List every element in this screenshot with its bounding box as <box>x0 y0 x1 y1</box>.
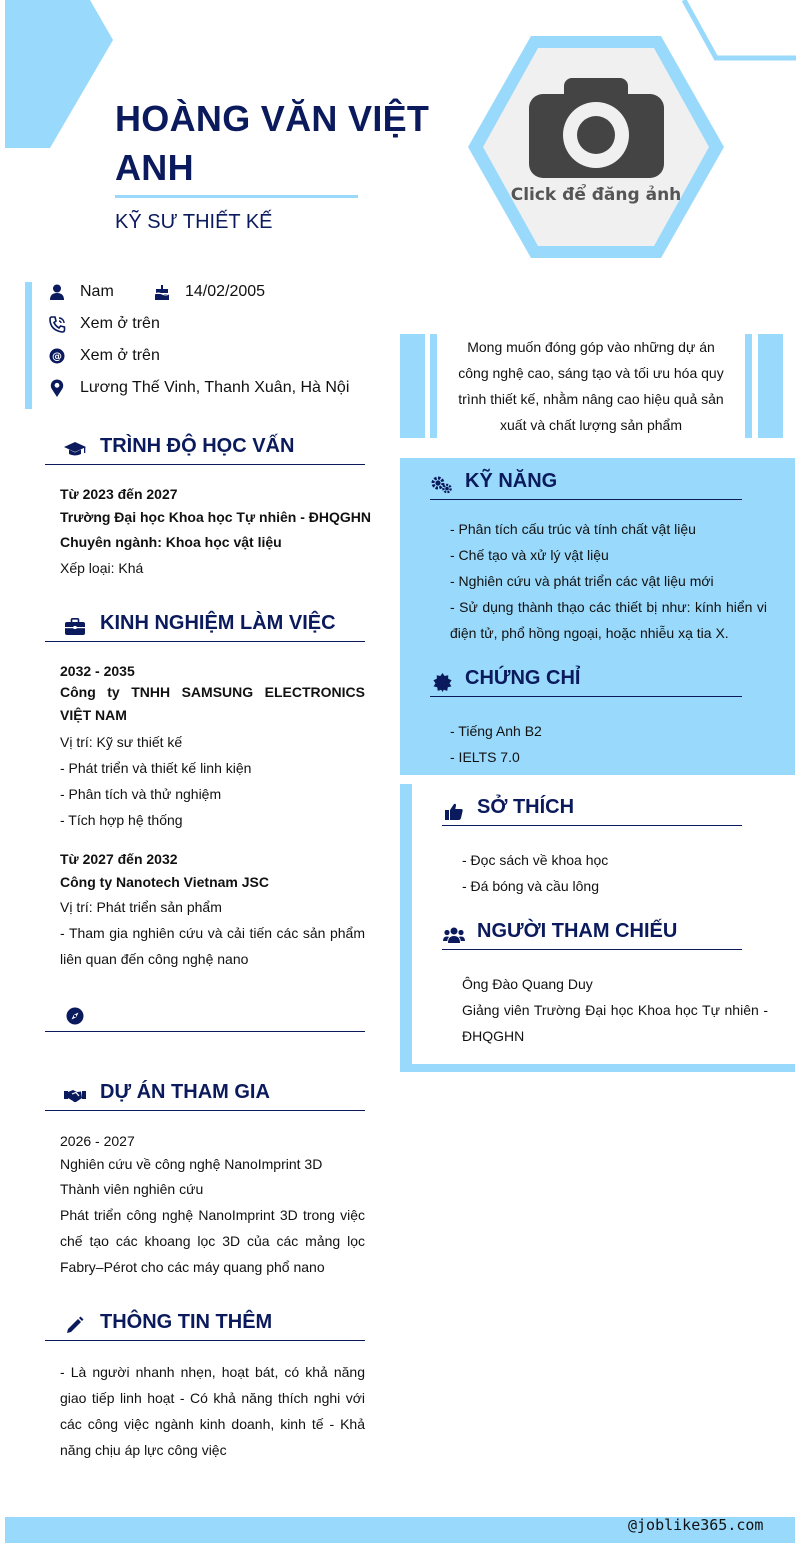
certificates-title: CHỨNG CHỈ <box>465 667 581 689</box>
projects-section-header <box>45 1081 365 1111</box>
education-title: TRÌNH ĐỘ HỌC VẤN <box>100 435 295 457</box>
career-objective: Mong muốn đóng góp vào những dự án công nghệ cao, sáng tạo và tối ưu hóa quy trình thiết kế, nhằm nâng cao hiệu quả sản xuất và chất lượng sản phẩm <box>458 339 724 433</box>
photo-upload[interactable] <box>466 34 726 260</box>
references-title: NGƯỜI THAM CHIẾU <box>477 920 678 942</box>
hobbies-title: SỞ THÍCH <box>477 796 575 818</box>
untitled-section-header <box>45 1002 365 1032</box>
briefcase-icon <box>63 615 87 637</box>
projects-title: DỰ ÁN THAM GIA <box>100 1081 270 1103</box>
candidate-name: HOÀNG VĂN VIỆT ANH <box>115 98 430 188</box>
objective-deco-right-wide <box>758 334 783 438</box>
education-period: Từ 2023 đến 2027 <box>60 486 178 502</box>
project-period: 2026 - 2027 <box>60 1133 135 1149</box>
badge-icon <box>430 671 454 693</box>
extra-info-section-header <box>45 1311 365 1341</box>
objective-deco-right-thin <box>745 334 752 438</box>
job-2-period: Từ 2027 đến 2032 <box>60 851 178 867</box>
job-1-task-3: - Tích hợp hệ thống <box>60 812 183 828</box>
hobby-item-1: - Đọc sách về khoa học <box>462 852 609 868</box>
job-1-task-2: - Phân tích và thử nghiệm <box>60 786 222 802</box>
objective-deco-left-wide <box>400 334 425 438</box>
reference-name: Ông Đào Quang Duy <box>462 976 593 992</box>
project-description: Phát triển công nghệ NanoImprint 3D trong việc chế tạo các khoang lọc 3D của các mảng lọc Fabry–Pérot cho các máy quang phổ nano <box>60 1207 365 1275</box>
project-name: Nghiên cứu về công nghệ NanoImprint 3D <box>60 1156 323 1172</box>
thumbs-up-icon <box>442 800 466 822</box>
job-title: KỸ SƯ THIẾT KẾ <box>115 211 273 233</box>
references-section-header <box>442 920 742 950</box>
map-pin-icon <box>48 379 66 397</box>
photo-label: Click để đăng ảnh <box>510 185 682 205</box>
education-school: Trường Đại học Khoa học Tự nhiên - ĐHQGHN <box>60 509 372 525</box>
skill-item-2: - Chế tạo và xử lý vật liệu <box>450 547 609 563</box>
handshake-icon <box>63 1084 87 1106</box>
users-icon <box>442 924 466 946</box>
extra-info-title: THÔNG TIN THÊM <box>100 1311 273 1333</box>
gears-icon <box>430 474 454 496</box>
education-major: Chuyên ngành: Khoa học vật liệu <box>60 534 282 550</box>
reference-position: Giảng viên Trường Đại học Khoa học Tự nhiên - ĐHQGHN <box>462 1002 768 1044</box>
birthday-value: 14/02/2005 <box>185 283 266 300</box>
education-rank: Xếp loại: Khá <box>60 560 144 576</box>
project-role: Thành viên nghiên cứu <box>60 1181 204 1197</box>
job-1-period: 2032 - 2035 <box>60 663 135 679</box>
certificate-item-1: - Tiếng Anh B2 <box>450 723 542 739</box>
address-value: Lương Thế Vinh, Thanh Xuân, Hà Nội <box>80 379 350 396</box>
hobby-item-2: - Đá bóng và cầu lông <box>462 878 599 894</box>
job-1-task-1: - Phát triển và thiết kế linh kiện <box>60 760 252 776</box>
certificate-item-2: - IELTS 7.0 <box>450 749 520 765</box>
footer-site[interactable]: @joblike365.com <box>628 1516 764 1534</box>
photo-frame <box>466 34 726 260</box>
pencil-icon <box>63 1314 87 1336</box>
compass-icon <box>63 1005 87 1027</box>
extra-info-text: - Là người nhanh nhẹn, hoạt bát, có khả năng giao tiếp linh hoạt - Có khả năng thích nghi với các công việc ngành kinh doanh, kinh tế - Khả năng chịu áp lực công việc <box>60 1364 365 1458</box>
job-1-position: Vị trí: Kỹ sư thiết kế <box>60 734 183 750</box>
education-section-header <box>45 435 365 465</box>
hobbies-section-header <box>442 796 742 826</box>
gender-value: Nam <box>80 283 114 300</box>
job-2-company: Công ty Nanotech Vietnam JSC <box>60 874 270 890</box>
contact-birthday <box>153 282 265 302</box>
email-value: Xem ở trên <box>80 347 160 364</box>
phone-value: Xem ở trên <box>80 315 160 332</box>
skills-section-header <box>430 470 742 500</box>
contact-email <box>48 346 160 366</box>
svg-text:@: @ <box>52 351 62 363</box>
user-icon <box>48 283 66 301</box>
job-1-company: Công ty TNHH SAMSUNG ELECTRONICS VIỆT NAM <box>60 684 365 723</box>
objective-deco-left-thin <box>430 334 437 438</box>
experience-section-header <box>45 612 365 642</box>
contact-phone <box>48 314 160 334</box>
skill-item-4: - Sử dụng thành thạo các thiết bị như: kính hiển vi điện tử, phổ hồng ngoại, hoặc nhiễu xạ tia X. <box>450 599 767 641</box>
at-icon <box>48 347 66 365</box>
corner-shape-left <box>0 0 120 150</box>
skills-title: KỸ NĂNG <box>465 470 558 492</box>
cake-icon <box>153 283 171 301</box>
experience-title: KINH NGHIỆM LÀM VIỆC <box>100 612 336 634</box>
skill-item-3: - Nghiên cứu và phát triển các vật liệu mới <box>450 573 714 589</box>
certificates-section-header <box>430 667 742 697</box>
phone-icon <box>48 315 66 333</box>
contact-accent-bar <box>25 282 32 409</box>
graduation-cap-icon <box>63 438 87 460</box>
skill-item-1: - Phân tích cấu trúc và tính chất vật liệu <box>450 521 696 537</box>
name-underline <box>115 195 358 198</box>
contact-gender <box>48 282 114 302</box>
contact-address <box>48 378 349 398</box>
job-2-task-1: - Tham gia nghiên cứu và cải tiến các sản phẩm liên quan đến công nghệ nano <box>60 925 365 967</box>
job-2-position: Vị trí: Phát triển sản phẩm <box>60 899 222 915</box>
